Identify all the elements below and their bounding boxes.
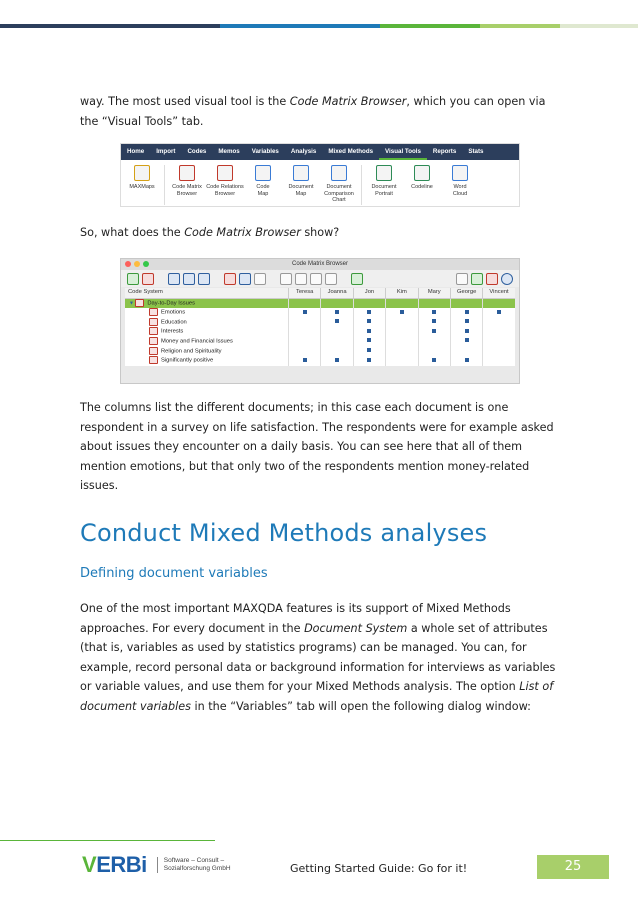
matrix-code-row[interactable] <box>125 356 515 366</box>
tool-label: Word <box>453 184 467 190</box>
ribbon-tool-button[interactable] <box>123 163 161 191</box>
stripe-segment <box>0 24 220 28</box>
matrix-cell <box>353 347 385 357</box>
tool-label: Document <box>326 184 352 190</box>
matrix-code-row[interactable] <box>125 347 515 357</box>
intro-paragraph <box>80 92 560 131</box>
top-color-stripe <box>0 24 638 28</box>
ribbon-tab[interactable]: Memos <box>218 148 240 155</box>
verbi-logo <box>82 852 231 878</box>
matrix-cell <box>353 308 385 318</box>
matrix-cell <box>450 347 482 357</box>
question-text-1: So, what does the <box>80 226 185 239</box>
coded-segment-square-icon <box>367 319 371 323</box>
matrix-cell <box>418 337 450 347</box>
matrix-cell <box>385 308 417 318</box>
body-text-2: a whole set of attributes (that is, variables as used by statistics programs) can be managed. You can, for example, record personal data or background information for interviews as variables or variable values, and use them for your Mixed Methods analysis. The option <box>80 621 556 693</box>
document-column-header[interactable]: George <box>450 288 482 298</box>
ribbon-separator <box>164 165 165 205</box>
tool-icon <box>293 165 309 181</box>
matrix-cell <box>450 327 482 337</box>
matrix-cell <box>288 356 320 366</box>
matrix-cell <box>353 356 385 366</box>
matrix-cell <box>353 337 385 347</box>
coded-segment-square-icon <box>432 329 436 333</box>
coded-segment-square-icon <box>367 338 371 342</box>
parent-code-label: Day-to-Day Issues <box>147 300 196 307</box>
coded-segment-square-icon <box>465 338 469 342</box>
stripe-segment <box>480 24 560 28</box>
ribbon-tab[interactable]: Home <box>127 148 145 155</box>
stripe-segment <box>220 24 380 28</box>
code-cell <box>125 356 288 366</box>
matrix-cell <box>418 299 450 309</box>
code-icon <box>149 356 158 364</box>
matrix-cell <box>288 299 320 309</box>
code-cell <box>125 327 288 337</box>
tool-label: Document <box>371 184 397 190</box>
document-column-header[interactable]: Jon <box>353 288 385 298</box>
ribbon-tab[interactable]: Stats <box>468 148 484 155</box>
matrix-cell <box>320 337 352 347</box>
coded-segment-square-icon <box>367 329 371 333</box>
matrix-cell <box>353 327 385 337</box>
tool-icon <box>134 165 150 181</box>
matrix-cell <box>320 308 352 318</box>
code-cell <box>125 337 288 347</box>
document-column-header[interactable]: Vincent <box>482 288 514 298</box>
footer-title: Getting Started Guide: Go for it! <box>290 862 468 875</box>
tool-icon <box>452 165 468 181</box>
code-cell <box>125 347 288 357</box>
logo-rest: ERBi <box>96 852 147 877</box>
question-emphasis: Code Matrix Browser <box>184 226 301 239</box>
coded-segment-square-icon <box>335 358 339 362</box>
matrix-cell <box>450 308 482 318</box>
matrix-cell <box>385 337 417 347</box>
toolbar-symbol-icon <box>224 273 236 285</box>
toolbar-columns-icon <box>168 273 180 285</box>
coded-segment-square-icon <box>400 310 404 314</box>
tool-icon <box>376 165 392 181</box>
matrix-cell <box>482 347 514 357</box>
toolbar-excel-icon <box>471 273 483 285</box>
toolbar-camera-icon <box>456 273 468 285</box>
document-column-header[interactable]: Joanna <box>320 288 352 298</box>
question-text-2: show? <box>300 226 340 239</box>
intro-text-1: way. The most used visual tool is the <box>80 95 290 108</box>
matrix-cell <box>288 318 320 328</box>
cmb-matrix-table <box>125 288 515 366</box>
ribbon-tool-row <box>121 160 519 205</box>
matrix-cell <box>450 318 482 328</box>
ribbon-tab[interactable]: Import <box>156 148 176 155</box>
code-label: Money and Financial Issues <box>161 338 233 345</box>
minimize-dot-icon <box>134 261 140 267</box>
matrix-cell <box>418 318 450 328</box>
code-icon <box>149 347 158 355</box>
matrix-cell <box>385 347 417 357</box>
body-paragraph <box>80 599 560 716</box>
matrix-code-row[interactable] <box>125 318 515 328</box>
toolbar-sum-icon <box>325 273 337 285</box>
tool-label: Portrait <box>375 190 393 197</box>
tool-icon <box>331 165 347 181</box>
toolbar-rows-icon <box>183 273 195 285</box>
body-text-3: in the “Variables” tab will open the following dialog window: <box>190 699 531 713</box>
document-column-header[interactable]: Teresa <box>288 288 320 298</box>
code-icon <box>149 327 158 335</box>
matrix-cell <box>385 356 417 366</box>
ribbon-tab[interactable]: Visual Tools <box>379 144 427 160</box>
matrix-cell <box>385 299 417 309</box>
tool-label: Code Matrix <box>172 184 202 190</box>
expand-triangle-icon[interactable]: ▼ <box>129 300 136 307</box>
ribbon-tool-button[interactable] <box>365 163 403 197</box>
maximize-dot-icon <box>143 261 149 267</box>
matrix-cell <box>418 356 450 366</box>
tool-label: Comparison Chart <box>324 190 354 203</box>
ribbon-tool-button[interactable] <box>441 163 479 197</box>
tool-label: Code Relations <box>206 184 244 190</box>
ribbon-tool-button[interactable] <box>320 163 358 204</box>
body-emphasis-2: List of document variables <box>80 680 554 713</box>
cmb-titlebar <box>121 259 519 270</box>
matrix-cell <box>320 299 352 309</box>
logo-tagline-1: Software – Consult – <box>163 857 225 864</box>
ribbon-tool-button[interactable] <box>403 163 441 191</box>
coded-segment-square-icon <box>303 358 307 362</box>
code-icon <box>149 318 158 326</box>
coded-segment-square-icon <box>497 310 501 314</box>
tool-label: Codeline <box>411 184 433 190</box>
document-column-header[interactable]: Kim <box>385 288 417 298</box>
body-emphasis-1: Document System <box>304 621 408 635</box>
code-icon <box>135 299 144 307</box>
coded-segment-square-icon <box>367 310 371 314</box>
coded-segment-square-icon <box>465 358 469 362</box>
cmb-toolbar <box>121 270 519 287</box>
matrix-header-row <box>125 288 515 299</box>
matrix-cell <box>482 299 514 309</box>
matrix-cell <box>450 356 482 366</box>
toolbar-sort-icon <box>310 273 322 285</box>
code-label: Religion and Spirituality <box>161 348 222 355</box>
matrix-cell <box>482 337 514 347</box>
coded-segment-square-icon <box>335 310 339 314</box>
page-number: 25 <box>537 855 609 879</box>
code-label: Interests <box>161 328 184 335</box>
matrix-cell <box>320 318 352 328</box>
toolbar-grid-icon <box>127 273 139 285</box>
intro-text-2: , which you can open via the “Visual Tools” tab. <box>80 95 546 128</box>
logo-wordmark <box>82 852 147 878</box>
explanation-paragraph: The columns list the different documents; in this case each document is one respondent in a survey on life satisfaction. The respondents were for example asked about issues they encounter on a daily basis. You can see here that all of them mention emotions, but that only two of the respondents mention money-related issues. <box>80 401 554 492</box>
close-dot-icon <box>125 261 131 267</box>
code-matrix-browser-screenshot <box>120 258 520 384</box>
toolbar-table2-icon <box>295 273 307 285</box>
coded-segment-square-icon <box>367 358 371 362</box>
coded-segment-square-icon <box>465 310 469 314</box>
cmb-title: Code Matrix Browser <box>291 261 348 267</box>
section-heading: Conduct Mixed Methods analyses <box>80 519 488 547</box>
matrix-cell <box>353 318 385 328</box>
ribbon-tab[interactable]: Mixed Methods <box>328 148 374 155</box>
toolbar-code-icon <box>142 273 154 285</box>
coded-segment-square-icon <box>432 319 436 323</box>
ribbon-tool-button[interactable] <box>282 163 320 197</box>
code-label: Education <box>161 319 187 326</box>
tool-label: Map <box>257 190 269 197</box>
matrix-cell <box>418 347 450 357</box>
matrix-cell <box>450 299 482 309</box>
matrix-cell <box>385 327 417 337</box>
coded-segment-square-icon <box>303 310 307 314</box>
matrix-code-row[interactable] <box>125 308 515 318</box>
tool-label: Document <box>288 184 314 190</box>
matrix-cell <box>288 308 320 318</box>
matrix-parent-row[interactable] <box>125 299 515 309</box>
coded-segment-square-icon <box>335 319 339 323</box>
ribbon-tab[interactable]: Variables <box>251 148 279 155</box>
code-cell <box>125 318 288 328</box>
toolbar-export-icon <box>486 273 498 285</box>
tool-label: Browser <box>214 190 236 197</box>
tool-label: Map <box>295 190 307 197</box>
tool-icon <box>179 165 195 181</box>
sub-heading: Defining document variables <box>80 566 268 581</box>
document-column-header[interactable]: Mary <box>418 288 450 298</box>
code-cell <box>125 308 288 318</box>
coded-segment-square-icon <box>432 358 436 362</box>
code-icon <box>149 308 158 316</box>
matrix-cell <box>320 347 352 357</box>
matrix-cell <box>482 318 514 328</box>
toolbar-refresh-icon <box>351 273 363 285</box>
matrix-cell <box>353 299 385 309</box>
coded-segment-square-icon <box>465 329 469 333</box>
matrix-cell <box>288 347 320 357</box>
parent-code-cell <box>125 299 288 309</box>
matrix-cell <box>320 356 352 366</box>
tool-icon <box>414 165 430 181</box>
stripe-segment <box>560 24 638 28</box>
stripe-segment <box>380 24 480 28</box>
question-paragraph <box>80 223 560 243</box>
tool-label: Cloud <box>452 190 468 197</box>
logo-tagline <box>157 857 231 873</box>
header-code-system: Code System <box>128 289 163 295</box>
coded-segment-square-icon <box>465 319 469 323</box>
ribbon-tool-button[interactable] <box>206 163 244 197</box>
matrix-cell <box>320 327 352 337</box>
toolbar-view-icon <box>198 273 210 285</box>
toolbar-table-icon <box>280 273 292 285</box>
ribbon-tab[interactable]: Codes <box>187 148 207 155</box>
tool-label: MAXMaps <box>129 184 155 190</box>
matrix-cell <box>418 308 450 318</box>
logo-tagline-2: Sozialforschung GmbH <box>163 865 231 872</box>
code-label: Significantly positive <box>161 357 214 364</box>
code-icon <box>149 337 158 345</box>
logo-v: V <box>82 852 97 877</box>
visual-tools-ribbon-screenshot <box>120 143 520 207</box>
matrix-cell <box>385 318 417 328</box>
ribbon-tool-button[interactable] <box>168 163 206 197</box>
ribbon-tab-bar <box>121 144 519 160</box>
matrix-cell <box>482 356 514 366</box>
toolbar-squares-icon <box>239 273 251 285</box>
matrix-code-row[interactable] <box>125 327 515 337</box>
matrix-cell <box>450 337 482 347</box>
tool-icon <box>255 165 271 181</box>
matrix-cell <box>288 337 320 347</box>
matrix-cell <box>482 327 514 337</box>
footer-rule <box>0 840 215 841</box>
matrix-cell <box>288 327 320 337</box>
code-label: Emotions <box>161 309 186 316</box>
body-text-1: One of the most important MAXQDA features is its support of Mixed Methods approaches. For every document in the <box>80 602 511 635</box>
ribbon-tab[interactable]: Reports <box>432 148 457 155</box>
coded-segment-square-icon <box>367 348 371 352</box>
intro-emphasis: Code Matrix Browser <box>289 95 407 108</box>
matrix-code-row[interactable] <box>125 337 515 347</box>
toolbar-info-icon <box>501 273 513 285</box>
ribbon-separator <box>361 165 362 205</box>
tool-label: Browser <box>176 190 198 197</box>
matrix-cell <box>418 327 450 337</box>
tool-icon <box>217 165 233 181</box>
tool-label: Code <box>256 184 270 190</box>
matrix-cell <box>482 308 514 318</box>
ribbon-tab[interactable]: Analysis <box>290 148 317 155</box>
window-controls <box>125 261 149 267</box>
coded-segment-square-icon <box>432 310 436 314</box>
ribbon-tool-button[interactable] <box>244 163 282 197</box>
toolbar-numbers-icon <box>254 273 266 285</box>
